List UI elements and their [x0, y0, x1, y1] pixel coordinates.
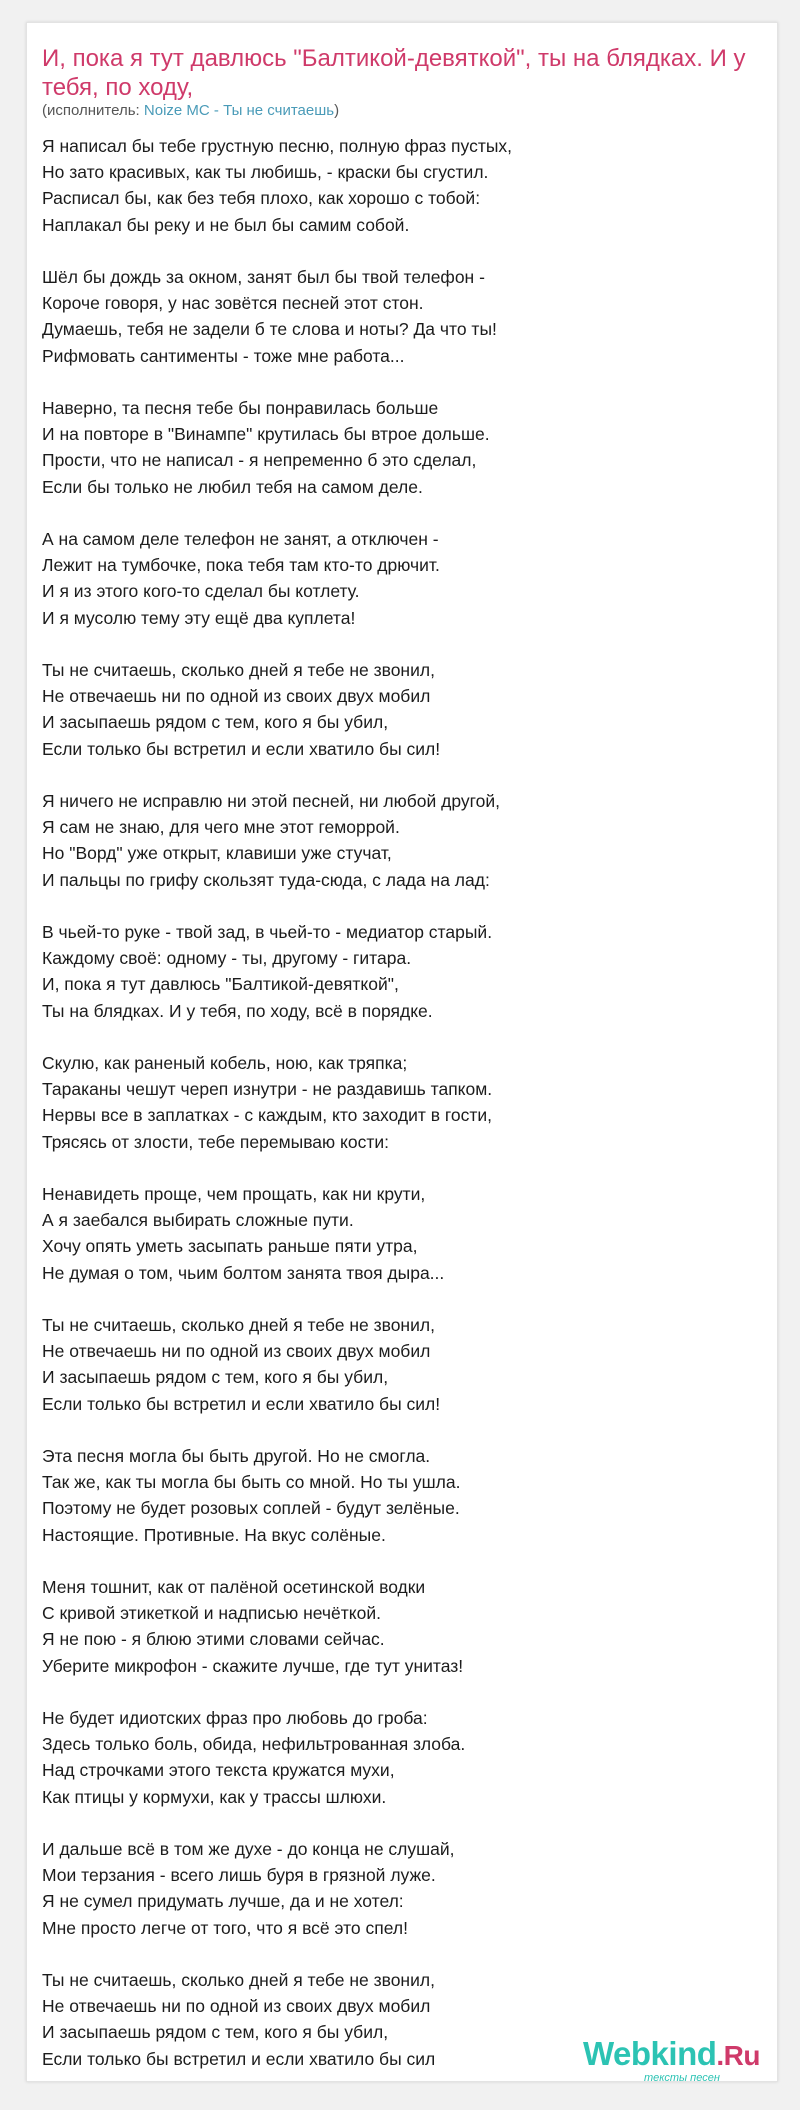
lyrics-line: Меня тошнит, как от палёной осетинской водки: [42, 1577, 426, 1597]
lyrics-line: Мне просто легче от того, что я всё это спел!: [42, 1917, 408, 1938]
lyrics-line: Каждому своё: одному - ты, другому - гитара.: [42, 948, 412, 969]
lyrics-line: А на самом деле телефон не занят, а отключен -: [42, 529, 439, 549]
lyrics-stanza: [42, 264, 762, 369]
lyrics-line: Не отвечаешь ни по одной из своих двух мобил: [42, 686, 431, 707]
lyrics-line: И засыпаешь рядом с тем, кого я бы убил,: [42, 1367, 389, 1388]
lyrics-line: Как птицы у кормухи, как у трассы шлюхи.: [42, 1786, 387, 1807]
lyrics-line: Короче говоря, у нас зовётся песней этот стон.: [42, 293, 424, 314]
lyrics-line: Уберите микрофон - скажите лучше, где тут унитаз!: [42, 1655, 464, 1676]
lyrics-stanza: [42, 395, 762, 500]
lyrics-line: Я сам не знаю, для чего мне этот геморрой.: [42, 817, 400, 838]
lyrics-stanza: [42, 133, 762, 238]
lyrics-line: И засыпаешь рядом с тем, кого я бы убил,: [42, 712, 389, 733]
lyrics-line: Я не сумел придумать лучше, да и не хотел:: [42, 1891, 404, 1912]
lyrics-stanza: [42, 1312, 762, 1417]
lyrics-line: Если бы только не любил тебя на самом деле.: [42, 476, 423, 497]
lyrics-line: Над строчками этого текста кружатся мухи,: [42, 1760, 395, 1781]
logo-tagline: тексты песен: [644, 2072, 720, 2084]
lyrics-line: Мои терзания - всего лишь буря в грязной луже.: [42, 1865, 436, 1886]
lyrics-stanza: [42, 1181, 762, 1286]
lyrics-stanza: [42, 1443, 762, 1548]
artist-prefix: (исполнитель:: [42, 102, 140, 119]
lyrics-line: Ты на блядках. И у тебя, по ходу, всё в порядке.: [42, 1000, 433, 1021]
logo-tld: .Ru: [716, 2040, 761, 2071]
artist-song-link[interactable]: Noize MC - Ты не считаешь: [143, 102, 335, 119]
lyrics-line: Я написал бы тебе грустную песню, полную фраз пустых,: [42, 136, 513, 156]
lyrics-text: [42, 133, 762, 2098]
lyrics-line: Нервы все в заплатках - с каждым, кто заходит в гости,: [42, 1105, 493, 1126]
lyrics-line: С кривой этикеткой и надписью нечёткой.: [42, 1603, 381, 1624]
lyrics-line: Эта песня могла бы быть другой. Но не смогла.: [42, 1446, 431, 1466]
lyrics-line: А я заебался выбирать сложные пути.: [42, 1210, 354, 1231]
logo-main: Webkind: [583, 2035, 717, 2072]
lyrics-line: И пальцы по грифу скользят туда-сюда, с лада на лад:: [42, 869, 490, 890]
lyrics-line: Я ничего не исправлю ни этой песней, ни любой другой,: [42, 791, 500, 811]
lyrics-line: Ты не считаешь, сколько дней я тебе не звонил,: [42, 1970, 435, 1990]
page-title: И, пока я тут давлюсь "Балтикой-девяткой", ты на блядках. И у тебя, по ходу,: [42, 45, 746, 101]
lyrics-line: Ты не считаешь, сколько дней я тебе не звонил,: [42, 660, 435, 680]
lyrics-line: Хочу опять уметь засыпать раньше пяти утра,: [42, 1236, 418, 1257]
lyrics-line: Не отвечаешь ни по одной из своих двух мобил: [42, 1996, 431, 2017]
lyrics-line: Наплакал бы реку и не был бы самим собой.: [42, 214, 410, 235]
webkind-logo[interactable]: [583, 2036, 760, 2074]
lyrics-line: Поэтому не будет розовых соплей - будут зелёные.: [42, 1498, 460, 1519]
lyrics-line: Не думая о том, чьим болтом занята твоя дыра...: [42, 1262, 445, 1283]
lyrics-line: И засыпаешь рядом с тем, кого я бы убил,: [42, 2022, 389, 2043]
lyrics-line: Лежит на тумбочке, пока тебя там кто-то дрючит.: [42, 555, 440, 576]
lyrics-line: Но зато красивых, как ты любишь, - краски бы сгустил.: [42, 162, 489, 183]
lyrics-line: Если только бы встретил и если хватило бы сил!: [42, 738, 441, 759]
lyrics-line: И, пока я тут давлюсь "Балтикой-девяткой",: [42, 974, 399, 995]
lyrics-line: Но "Ворд" уже открыт, клавиши уже стучат,: [42, 843, 392, 864]
lyrics-line: Настоящие. Противные. На вкус солёные.: [42, 1524, 386, 1545]
lyrics-line: И я из этого кого-то сделал бы котлету.: [42, 581, 360, 602]
lyrics-line: Ненавидеть проще, чем прощать, как ни крути,: [42, 1184, 426, 1204]
lyrics-line: Наверно, та песня тебе бы понравилась больше: [42, 398, 439, 418]
lyrics-line: Ты не считаешь, сколько дней я тебе не звонил,: [42, 1315, 435, 1335]
lyrics-line: Скулю, как раненый кобель, ною, как тряпка;: [42, 1053, 408, 1073]
lyrics-line: В чьей-то руке - твой зад, в чьей-то - медиатор старый.: [42, 922, 493, 942]
lyrics-stanza: [42, 1836, 762, 1941]
lyrics-stanza: [42, 657, 762, 762]
lyrics-line: И я мусолю тему эту ещё два куплета!: [42, 607, 356, 628]
lyrics-stanza: [42, 526, 762, 631]
artist-suffix: ): [334, 102, 340, 119]
lyrics-line: Думаешь, тебя не задели б те слова и ноты? Да что ты!: [42, 319, 497, 340]
lyrics-line: Здесь только боль, обида, нефильтрованная злоба.: [42, 1734, 466, 1755]
lyrics-line: Я не пою - я блюю этими словами сейчас.: [42, 1629, 385, 1650]
lyrics-stanza: [42, 788, 762, 893]
lyrics-line: Прости, что не написал - я непременно б это сделал,: [42, 450, 477, 471]
lyrics-stanza: [42, 919, 762, 1024]
lyrics-line: И на повторе в "Винампе" крутилась бы втрое дольше.: [42, 424, 490, 445]
lyrics-line: Шёл бы дождь за окном, занят был бы твой телефон -: [42, 267, 485, 287]
lyrics-line: Не будет идиотских фраз про любовь до гроба:: [42, 1708, 428, 1728]
lyrics-line: Трясясь от злости, тебе перемываю кости:: [42, 1131, 390, 1152]
lyrics-line: Не отвечаешь ни по одной из своих двух мобил: [42, 1341, 431, 1362]
lyrics-line: Тараканы чешут череп изнутри - не раздавишь тапком.: [42, 1079, 493, 1100]
lyrics-line: И дальше всё в том же духе - до конца не слушай,: [42, 1839, 455, 1859]
lyrics-stanza: [42, 1705, 762, 1810]
lyrics-line: Если только бы встретил и если хватило бы сил: [42, 2048, 436, 2069]
lyrics-line: Если только бы встретил и если хватило бы сил!: [42, 1393, 441, 1414]
lyrics-line: Рифмовать сантименты - тоже мне работа...: [42, 345, 405, 366]
lyrics-stanza: [42, 1574, 762, 1679]
lyrics-stanza: [42, 1050, 762, 1155]
lyrics-line: Расписал бы, как без тебя плохо, как хорошо с тобой:: [42, 188, 481, 209]
artist-line: [42, 102, 339, 120]
lyrics-line: Так же, как ты могла бы быть со мной. Но ты ушла.: [42, 1472, 461, 1493]
